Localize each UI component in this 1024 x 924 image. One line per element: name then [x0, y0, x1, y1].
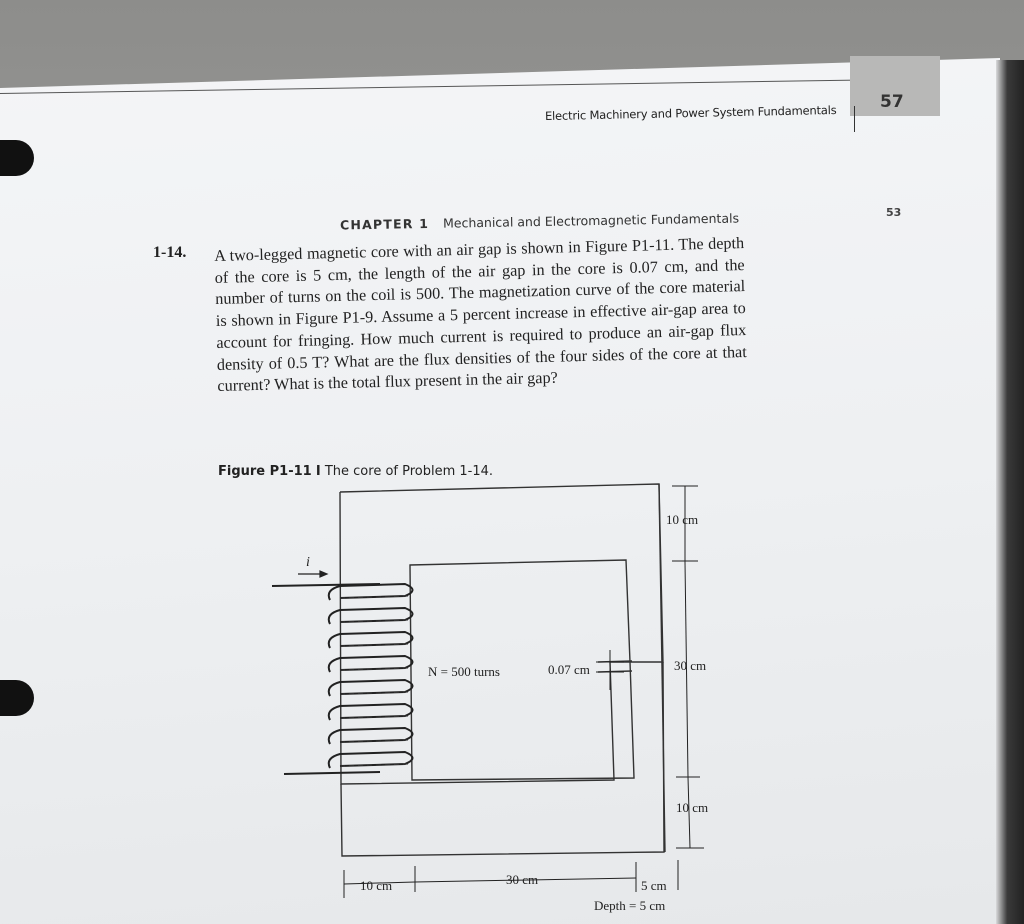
- depth-label: Depth = 5 cm: [594, 898, 666, 913]
- chapter-title: Mechanical and Electromagnetic Fundamentals: [442, 210, 740, 231]
- dim-top-label: 10 cm: [666, 512, 699, 527]
- dim-right-leg-label: 5 cm: [641, 878, 667, 893]
- coil-lead-out: [284, 772, 380, 774]
- turns-label: N = 500 turns: [428, 664, 500, 679]
- running-title: Electric Machinery and Power System Fundamentals: [544, 102, 837, 124]
- current-arrow: [298, 571, 327, 577]
- core-right-leg-outline: [659, 484, 665, 852]
- dim-window-height-label: 30 cm: [674, 658, 707, 673]
- caption-separator: I: [315, 464, 321, 479]
- figure-label: Figure P1-11: [218, 464, 312, 479]
- problem-number: 1-14.: [153, 244, 187, 261]
- caption-text: The core of Problem 1-14.: [324, 464, 494, 479]
- chapter-label: CHAPTER 1: [339, 215, 430, 233]
- dim-bottom-label: 10 cm: [676, 800, 709, 815]
- page-number: 57: [880, 92, 904, 112]
- original-page-number: 53: [886, 206, 902, 219]
- core-outer-outline: [340, 484, 663, 784]
- air-gap-label: 0.07 cm: [548, 662, 590, 677]
- problem-statement: A two-legged magnetic core with an air gap is shown in Figure P1-11. The depth of the core is 5 cm, the length of the air gap in the core is 0.07 cm, and the number of turns on the coil is 500. The magnetization curve of the core material is shown in Figure P1-9. Assume a 5 percent increase in effective air-gap area to account for fringing. How much current is required to produce an air-gap flux density of 0.5 T? What are the flux densities of the four sides of the core at that current? What is the total flux present in the air gap?: [214, 234, 747, 396]
- current-label: i: [306, 555, 310, 570]
- dim-left-leg-label: 10 cm: [360, 878, 393, 893]
- core-outer-outline-lower: [341, 662, 664, 856]
- coil: [272, 584, 413, 774]
- dim-window-width-label: 30 cm: [506, 872, 539, 887]
